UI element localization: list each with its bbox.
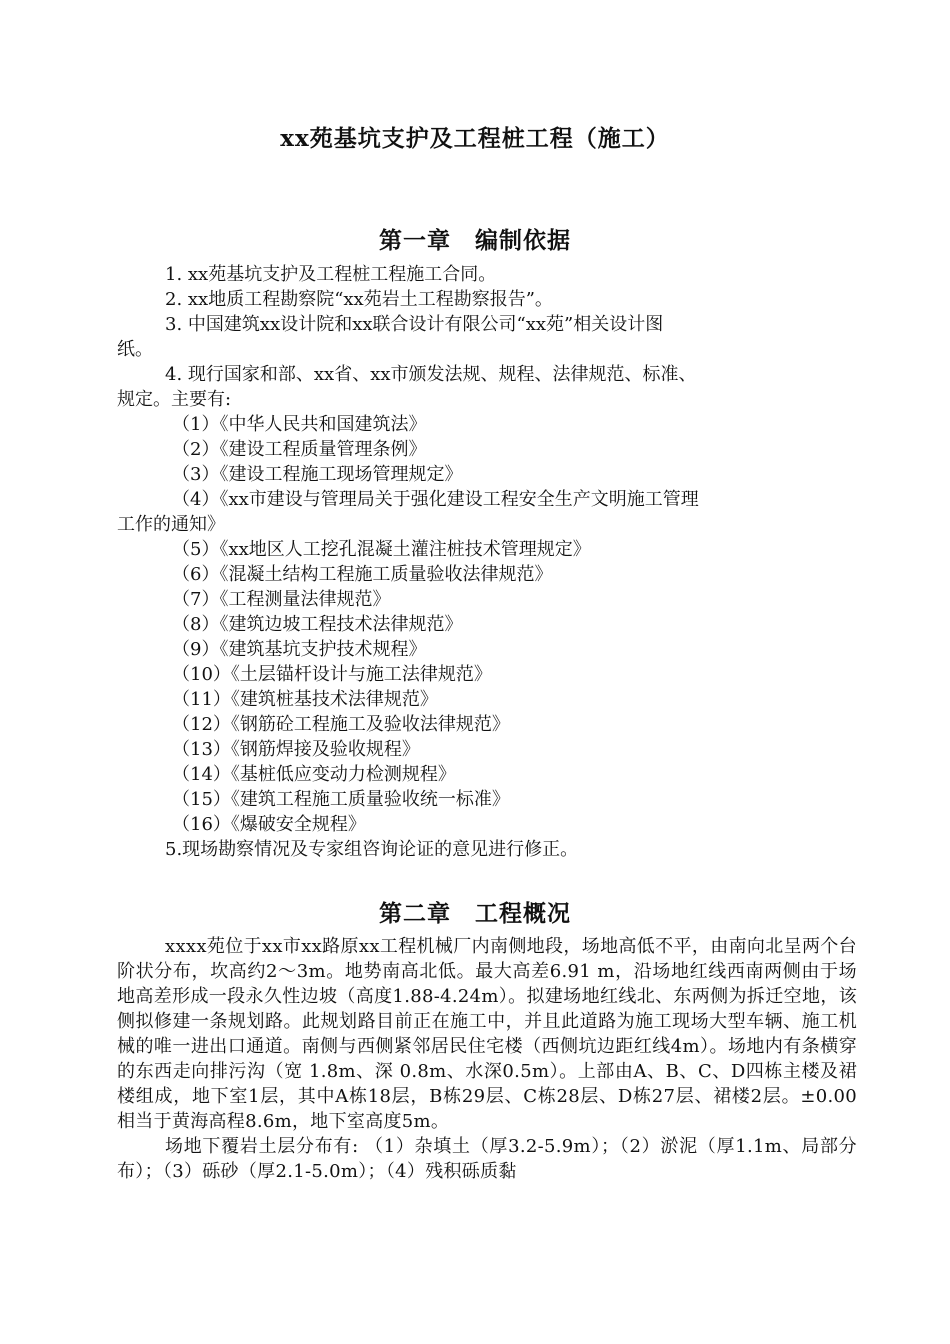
basis-item-1: 1. xx苑基坑支护及工程桩工程施工合同。: [165, 264, 497, 285]
overview-paragraph-2: 场地下覆岩土层分布有: （1）杂填土（厚3.2-5.9m）；（2）淤泥（厚1.1m、局部分布）；（3）砾砂（厚2.1-5.0m）；（4）残积砾质黏: [117, 1136, 857, 1182]
regulation-13: （13）《钢筋焊接及验收规程》: [172, 739, 420, 760]
regulation-5: （5）《xx地区人工挖孔混凝土灌注桩技术管理规定》: [172, 539, 591, 560]
regulation-15: （15）《建筑工程施工质量验收统一标准》: [172, 789, 510, 810]
regulation-12: （12）《钢筋砼工程施工及验收法律规范》: [172, 714, 510, 735]
basis-item-5: 5.现场勘察情况及专家组咨询论证的意见进行修正。: [165, 839, 579, 860]
document-title: xx苑基坑支护及工程桩工程（施工）: [280, 125, 670, 152]
chapter-2-body: [117, 934, 857, 1184]
regulation-7: （7）《工程测量法律规范》: [172, 589, 391, 610]
basis-item-4: 4. 现行国家和部、xx省、xx市颁发法规、规程、法律规范、标准、: [165, 364, 697, 385]
regulation-2: （2）《建设工程质量管理条例》: [172, 439, 427, 460]
chapter-1-heading: 第一章 编制依据: [379, 227, 571, 254]
basis-item-3-cont: 纸。: [117, 339, 153, 360]
chapter-1-body: [117, 262, 857, 862]
overview-paragraph-1: xxxx苑位于xx市xx路原xx工程机械厂内南侧地段，场地高低不平，由南向北呈两个台阶状分布，坎高约2～3m。地势南高北低。最大高差6.91 m，沿场地红线西南两侧由于场地高差形成一段永久性边坡（高度1.88-4.24m）。拟建场地红线北、东两侧为拆迁空地，该侧拟修建一条规划路。此规划路目前正在施工中，并且此道路为施工现场大型车辆、施工机械的唯一进出口通道。南侧与西侧紧邻居民住宅楼（西侧坑边距红线4m）。场地内有条横穿的东西走向排污沟（宽 1.8m、深 0.8m、水深0.5m）。上部由A、B、C、D四栋主楼及裙楼组成，地下室1层，其中A栋18层，B栋29层、C栋28层、D栋27层、裙楼2层。±0.00相当于黄海高程8.6m，地下室高度5m。: [117, 936, 857, 1132]
regulation-11: （11）《建筑桩基技术法律规范》: [172, 689, 438, 710]
regulation-1: （1）《中华人民共和国建筑法》: [172, 414, 427, 435]
basis-item-4-cont: 规定。主要有:: [117, 389, 232, 410]
chapter-2-heading: 第二章 工程概况: [379, 900, 571, 927]
regulation-3: （3）《建设工程施工现场管理规定》: [172, 464, 463, 485]
basis-item-2: 2. xx地质工程勘察院“xx苑岩土工程勘察报告”。: [165, 289, 553, 310]
basis-item-3: 3. 中国建筑xx设计院和xx联合设计有限公司“xx苑”相关设计图: [165, 314, 664, 335]
regulation-16: （16）《爆破安全规程》: [172, 814, 366, 835]
regulation-14: （14）《基桩低应变动力检测规程》: [172, 764, 456, 785]
regulation-6: （6）《混凝土结构工程施工质量验收法律规范》: [172, 564, 553, 585]
regulation-4: （4）《xx市建设与管理局关于强化建设工程安全生产文明施工管理: [172, 489, 699, 510]
regulation-9: （9）《建筑基坑支护技术规程》: [172, 639, 427, 660]
regulation-4-cont: 工作的通知》: [117, 514, 225, 535]
regulation-10: （10）《土层锚杆设计与施工法律规范》: [172, 664, 492, 685]
regulation-8: （8）《建筑边坡工程技术法律规范》: [172, 614, 463, 635]
